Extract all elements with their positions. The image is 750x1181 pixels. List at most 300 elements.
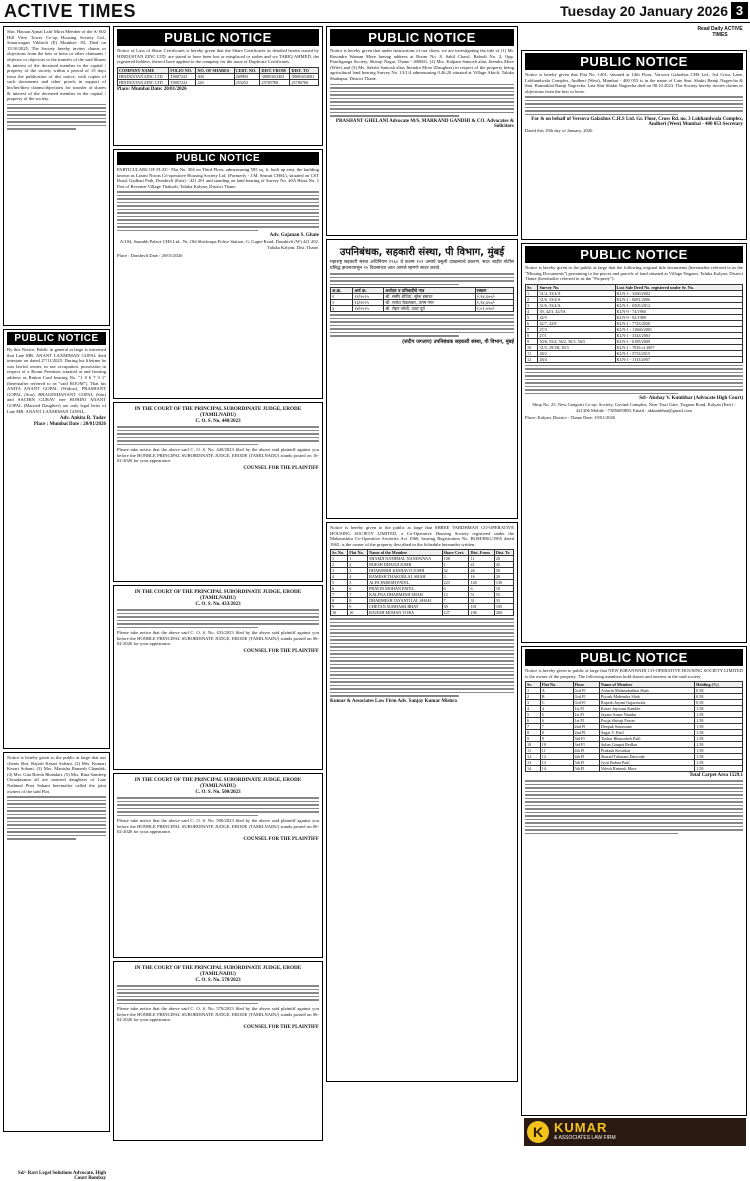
counsel-signature: COUNSEL FOR THE PLAINTIFF — [243, 836, 319, 842]
table-cell: 1.58 — [695, 730, 743, 736]
notice-heading: PUBLIC NOTICE — [525, 246, 743, 263]
table-cell: 5 — [348, 580, 368, 586]
table-cell: 9 — [526, 338, 538, 344]
table-cell: 0.58 — [695, 688, 743, 694]
table-cell: 10 — [494, 586, 513, 592]
table-cell: 4 — [540, 706, 573, 712]
counsel-signature: COUNSEL FOR THE PLAINTIFF — [243, 1024, 319, 1030]
table-cell: 46 — [469, 568, 494, 574]
table-cell: 4th Fl — [573, 748, 599, 754]
table-header: अर्ज क्र. — [353, 288, 384, 294]
table-cell: 8 — [348, 598, 368, 604]
table-cell: 4 — [331, 574, 348, 580]
notice-heading: PUBLIC NOTICE — [117, 152, 319, 165]
table-cell: 7 — [348, 592, 368, 598]
table-cell: Sagar V. Patil — [599, 730, 694, 736]
table-cell: 5th Fl — [573, 760, 599, 766]
table-cell: २,०९,५२०/- — [475, 306, 513, 312]
table-cell: Prakash Kesarkar — [599, 748, 694, 754]
table-cell: 12 — [526, 356, 538, 362]
table-cell: 6 — [526, 320, 538, 326]
title-investigation-notice — [326, 26, 518, 236]
table-cell: 1.58 — [695, 748, 743, 754]
table-header: Lost Sale Deed No. registered under Sr. No. — [615, 284, 742, 290]
table-cell: KLN-1 - 5733/2015 — [615, 350, 742, 356]
table-cell: Ashwin Mahendrabhai Shah — [599, 688, 694, 694]
table-cell: 27/3 — [538, 326, 615, 332]
notice-body: Notice is hereby given to public at large that NEW KIRANWADI CO-OPERATIVE HOUSING SOCIETY LIMITED is the owner of the property. The following members hold shares and interest in the said society. — [525, 668, 743, 679]
marathi-table — [330, 287, 514, 312]
table-cell: 105 — [494, 604, 513, 610]
table-cell: 9 — [348, 604, 368, 610]
column-3 — [326, 26, 518, 1144]
table-cell: 5th Fl — [573, 766, 599, 772]
table-header: Holding (%) — [695, 682, 743, 688]
table-cell: 10 — [348, 610, 368, 616]
table-cell: ३ — [331, 306, 353, 312]
table-cell: 2 — [348, 562, 368, 568]
notice-body: By this Notice, Public in general at large is informed that Late MR. ANANT LAXMIMAN GOPAL died intestate on dated 27/11/2025. During his lifetime he was lawful owner, in use occupation, possession in respect of a Room Premises situated at and bearing address as Ration Card bearing No. "1 0 6 7 3 1" (hereinafter referred to as "said ROOM"). That his ANITA ANANT GOPAL (Widow), PRASHANT GOPAL (Son), BHAGESHANANT GOPAL (Son) and SACHIN GURAV nee ROHINI ANANT GOPAL (Married Daughter) are only legal heirs of Late MR. ANANT LAXMIMAN GOPAL. — [7, 347, 106, 414]
table-header: Flat No. — [348, 550, 368, 556]
table-cell: 10 — [526, 344, 538, 350]
table-cell: 31 — [469, 598, 494, 604]
table-cell: 50/6, 55/4, 56/2, 56/3, 56/5 — [538, 338, 615, 344]
notice-body: Please take notice that the above said C. O. S. No. 433/2023 filed by the above said plaintiff against you before the HONBLE PRINCIPAL SUBORDINATE JUDGE, ERODE (TAMILNADU) stands posted on 06-02-2026 for your appearance. — [117, 630, 319, 647]
suit-number: C. O. S. No. 570/2023 — [195, 978, 241, 983]
table-cell: 8 — [540, 730, 573, 736]
table-row — [331, 294, 514, 300]
table-cell: RAMESH THAKORLAL SHAH — [368, 574, 442, 580]
table-cell: 4 — [526, 308, 538, 314]
table-cell: 2 — [526, 694, 541, 700]
table-cell: T0007223 — [169, 73, 196, 79]
advocate-signature: PRASHANT GHELANI Advocate M/S. MARKAND GANDHI & CO. Advocates & Solicitors — [335, 118, 514, 129]
table-cell: 20 — [494, 574, 513, 580]
table-cell: KLN-1 - 6505/2012 — [615, 302, 742, 308]
table-cell: 27/1 — [538, 332, 615, 338]
table-cell: 12 — [540, 754, 573, 760]
notice-place-date: Place: Mumbai Date: 20/01/2026 — [117, 86, 187, 92]
table-cell: 2nd Fl — [573, 724, 599, 730]
table-cell: १२/२०२५ — [353, 294, 384, 300]
table-header: DIST. TO — [290, 67, 319, 73]
notice-place-date: Place : Dombivli Date : 20/01/2026 — [117, 252, 183, 258]
members-table — [330, 549, 514, 616]
table-header: FOLIO NO. — [169, 67, 196, 73]
table-header: Survey No. — [538, 284, 615, 290]
table-cell: 108 — [442, 556, 469, 562]
court-heading: IN THE COURT OF THE PRINCIPAL SUBORDINATE JUDGE, ERODE (TAMILNADU) — [134, 777, 302, 789]
table-cell: 8 — [331, 598, 348, 604]
table-cell: BIJESH DHANJI JOSHI — [368, 562, 442, 568]
table-cell: Pooja Shivaji Pawar — [599, 718, 694, 724]
table-cell: 31/5, 29/1B, 29/3 — [538, 344, 615, 350]
table-cell: 9 — [331, 604, 348, 610]
table-cell: C — [540, 700, 573, 706]
table-header: Name of the Member — [368, 550, 442, 556]
advocate-signature: Sd/- Ravi Legal Solutions Advocate, High Court Bombay — [17, 1171, 106, 1181]
table-cell: 11 — [526, 350, 538, 356]
page-number: 3 — [731, 2, 748, 19]
table-cell: 1.58 — [695, 742, 743, 748]
table-cell: KLN-1 - 11660/2001 — [615, 326, 742, 332]
table-cell: 14 — [540, 766, 573, 772]
table-cell: Grd Fl — [573, 700, 599, 706]
marathi-body: महाराष्ट्र सहकारी संस्था अधिनियम १९६० चे कलम १०१ अन्वये वसुली दाखल्याचे प्रकरण. सदर जाहीर नोटीस प्रसिद्ध झाल्यापासून १५ दिवसांच्या आत आपले म्हणणे सादर करावे. — [330, 260, 514, 271]
table-cell: 51 — [469, 592, 494, 598]
court-notice-1 — [113, 402, 323, 582]
table-cell: 3rd Fl — [573, 736, 599, 742]
table-cell: Jyoti Baban Patil — [599, 760, 694, 766]
table-cell: 1.58 — [695, 766, 743, 772]
table-cell: 1.58 — [695, 718, 743, 724]
table-cell: 253253 — [234, 79, 260, 85]
court-heading: IN THE COURT OF THE PRINCIPAL SUBORDINATE JUDGE, ERODE (TAMILNADU) — [134, 406, 302, 418]
table-cell: 25785768 — [260, 79, 290, 85]
table-cell: 7 — [526, 326, 538, 332]
table-cell: 4th Fl — [573, 754, 599, 760]
table-cell: Kesav Jaywant Kamble — [599, 706, 694, 712]
court-heading: IN THE COURT OF THE PRINCIPAL SUBORDINATE JUDGE, ERODE (TAMILNADU) — [134, 965, 302, 977]
notice-body: Notice is hereby given to the public at large that the following original title documents (hereinafter referred to as the "Missing Documents") pertaining to the pieces and parcels of land situated at Village Nagaon, Taluka Kalyan, District Thane (hereinafter referred to as the "Property"). — [525, 265, 743, 282]
table-cell: 38881654081 — [290, 73, 319, 79]
notice-place-date: Place: Kalyan, District - Thane Date: 19/01/2026 — [525, 415, 616, 421]
table-cell: 10 — [331, 610, 348, 616]
table-cell: 400 — [196, 73, 234, 79]
table-header: Share Cert. — [442, 550, 469, 556]
table-cell: 196 — [469, 610, 494, 616]
table-cell: 1 — [331, 556, 348, 562]
table-row — [526, 356, 743, 362]
table-cell: 6 — [442, 586, 469, 592]
table-cell: 50 — [494, 568, 513, 574]
table-header: Sr. — [526, 284, 538, 290]
table-cell: KLN-1 - 7816 of 2007 — [615, 344, 742, 350]
table-cell: 3 — [526, 302, 538, 308]
table-cell: 28/4 — [538, 356, 615, 362]
missing-documents-notice — [521, 243, 747, 643]
table-cell: KLN-9 - 92/1989 — [615, 314, 742, 320]
table-cell: Nilesh Ramesh More — [599, 766, 694, 772]
table-cell: 5 — [526, 314, 538, 320]
read-daily-badge: Read Daily ACTIVE TIMES — [697, 26, 743, 38]
table-cell: 6 — [540, 718, 573, 724]
table-header: Floor — [573, 682, 599, 688]
table-cell: DHARMESH JAYANTILAL SHAH — [368, 598, 442, 604]
members-holding-table — [525, 681, 743, 772]
suit-number: C. O. S. No. 433/2023 — [195, 602, 241, 607]
total-area: Total Carpet Area 1529.1 — [689, 773, 743, 779]
notice-body: Please take notice that the above said C. O. S. No. 570/2023 filed by the above said plaintiff against you before the HONBLE PRINCIPAL SUBORDINATE JUDGE, ERODE (TAMILNADU) stands posted on 06-02-2026 for your appearance. — [117, 1006, 319, 1023]
advocate-signature: Sd/- Akshay V. Kumbhar (Advocate High Court) — [639, 396, 743, 402]
table-cell: 42/7, 42/8 — [538, 320, 615, 326]
notice-body: Notice of Loss of Share Certificates is hereby given that the Share Certificates as detailed herein issued by HINDUSTAN ZINC LTD. are stated to have been lost or misplaced or stolen and we TARIQ AHMED, the registered holders, thereof have applied to the company for the issue of Duplicate Certificates. — [117, 48, 319, 65]
table-cell: 35 — [494, 598, 513, 604]
notice-body: Shri. Hassan Ajmal Latif Mirzi Member of the A/ 602 Hill View Tower Co-op Housing Society Ltd., Sonarwagan Vikhroli (E) Mumbai- 83, Died on 15/10/2025. The Society hereby invites claims or objections from the heir or heirs or other claimants / objector or objectors to the transfer of the said Shares & interest of the deceased member in the capital / property of the society within a period of 15 days from the publication of this notice, with copies of such documents and other proofs in support of his/her/their claims/objections for transfer of shares & interest of the deceased member in the capital / property of the society. — [7, 29, 107, 102]
table-cell: १४/२०२५ — [353, 306, 384, 312]
table-cell: 13 — [442, 592, 469, 598]
brand-name: KUMAR — [554, 1120, 608, 1135]
table-cell: 1st Fl — [573, 706, 599, 712]
table-header: Sr. No. — [331, 550, 348, 556]
notice-body: Notice is hereby given to the public at large that SHREE VARDHMAN CO-OPERATIVE HOUSING SOCIETY LIMITED, a Co-Operative Housing Society registered under the Maharashtra Co-Operative Societies Act 1960, bearing Registration No. BOM/HSG/1965 dated 1965, is the owner of the property described in the Schedule hereunder written. — [330, 525, 514, 547]
table-header: DIST. FROM — [260, 67, 290, 73]
notice-heading: PUBLIC NOTICE — [117, 29, 319, 46]
table-cell: 3 — [331, 568, 348, 574]
table-cell: T0007223 — [169, 79, 196, 85]
table-cell: श्री. राजेश चेऊलकर, उत्तम नगर — [384, 300, 475, 306]
table-cell: 7 — [331, 592, 348, 598]
table-cell: Tushar Bhausaheb Patil — [599, 736, 694, 742]
table-row — [118, 79, 319, 85]
table-header: रक्कम — [475, 288, 513, 294]
table-cell: 2nd Fl — [573, 730, 599, 736]
notice-heading: PUBLIC NOTICE — [525, 649, 743, 666]
table-cell: Grd Fl — [573, 688, 599, 694]
table-cell: 1.58 — [695, 760, 743, 766]
table-header: Sr. — [526, 682, 541, 688]
table-cell: 1.58 — [695, 736, 743, 742]
table-cell: 16 — [469, 574, 494, 580]
table-cell: 38881653481 — [260, 73, 290, 79]
table-cell: 4 — [526, 706, 541, 712]
table-cell: KLN-1 - 3260/2002 — [615, 290, 742, 296]
table-cell: 8 — [526, 332, 538, 338]
advocate-address: A/104, Saurabh Palace CHS Ltd., Nr. Old Shivkrupa Police Station, G. Gupte Road, Dombivli (W) 421 202. Taluka Kalyan, Dist. Thane. — [119, 239, 319, 250]
table-cell: KLN-1 - 3343/2003 — [615, 332, 742, 338]
society-members-notice-2 — [521, 646, 747, 1116]
table-cell: 127 — [442, 610, 469, 616]
society-notice — [3, 26, 110, 326]
table-cell: 32 — [442, 568, 469, 574]
missing-documents-table — [525, 284, 743, 363]
table-cell: RAJESH MOHAN VORA — [368, 610, 442, 616]
counsel-signature: COUNSEL FOR THE PLAINTIFF — [243, 648, 319, 654]
table-cell: 130 — [494, 580, 513, 586]
table-cell: १,१४,३५०/- — [475, 300, 513, 306]
legal-heir-notice — [3, 329, 110, 749]
table-cell: १३/२०२५ — [353, 300, 384, 306]
table-cell: Rupesh Jayant Gajarawala — [599, 700, 694, 706]
table-cell: 39 — [442, 604, 469, 610]
table-cell: 7 — [540, 724, 573, 730]
table-cell: 12 — [526, 754, 541, 760]
table-cell: SHAMJI NATHMAL NANDWANA — [368, 556, 442, 562]
table-cell: 7 — [526, 724, 541, 730]
suit-number: C. O. S. No. 440/2023 — [195, 419, 241, 424]
table-header: अर्जदार व प्रतिवादीचे नाव — [384, 288, 475, 294]
court-notice-3 — [113, 773, 323, 958]
table-cell: 8 — [526, 730, 541, 736]
table-cell: 41 — [469, 562, 494, 568]
table-cell: 1 — [526, 688, 541, 694]
table-cell: DHARMSHI KESHAVJI JOSHI — [368, 568, 442, 574]
flat-title-notice — [113, 149, 323, 399]
table-cell: श्री. समीर शेठिया, सुरेश इमारत — [384, 294, 475, 300]
table-cell: Jayant Anant Nandar — [599, 712, 694, 718]
flat-transfer-notice — [521, 50, 747, 240]
table-cell: 10 — [526, 742, 541, 748]
table-cell: 2 — [331, 562, 348, 568]
kumar-logo-icon: K — [527, 1121, 549, 1143]
column-4 — [521, 50, 747, 1116]
table-cell: 42/5 — [538, 314, 615, 320]
table-cell: Suhas Ganpat Redkar — [599, 742, 694, 748]
table-cell: 240 — [196, 79, 234, 85]
table-cell: ALPA PARESH PATEL — [368, 580, 442, 586]
table-header: Flat No. — [540, 682, 573, 688]
table-cell: 11 — [469, 556, 494, 562]
table-cell: 5 — [331, 580, 348, 586]
law-firm-signature: Kumar & Associates Law Firm Adv. Sanjay Kumar Mishra — [330, 698, 457, 704]
table-cell: 3rd Fl — [573, 742, 599, 748]
table-cell: 0.58 — [695, 700, 743, 706]
masthead — [0, 0, 750, 23]
table-cell: २,२४,६००/- — [475, 294, 513, 300]
table-cell: 6 — [469, 586, 494, 592]
table-cell: 1.58 — [695, 754, 743, 760]
table-header: NO. OF SHARES — [196, 67, 234, 73]
table-cell: 2 — [526, 296, 538, 302]
table-cell: 11 — [526, 748, 541, 754]
advocate-signature: Adv. Gajanan S. Ghate — [269, 233, 319, 239]
table-cell: KLN-1 - 1133/2007 — [615, 356, 742, 362]
table-cell: 6 — [526, 718, 541, 724]
table-cell: A — [540, 688, 573, 694]
kumar-associates-banner — [524, 1118, 746, 1146]
table-cell: B — [540, 694, 573, 700]
table-cell: 5 — [540, 712, 573, 718]
table-cell: 1st Fl — [573, 718, 599, 724]
table-cell: 7 — [442, 598, 469, 604]
table-cell: 13 — [526, 760, 541, 766]
table-cell: Deepak Sonawane — [599, 724, 694, 730]
table-cell: Sharad Tukaram Darwade — [599, 754, 694, 760]
table-cell: 9 — [526, 736, 541, 742]
table-cell: HINDUSTAN ZINC LTD — [118, 73, 169, 79]
court-notice-4 — [113, 961, 323, 1141]
table-cell: 31/6, 33/4/A — [538, 302, 615, 308]
table-row — [331, 300, 514, 306]
table-header: अ.क्र. — [331, 288, 353, 294]
table-cell: 55 — [494, 592, 513, 598]
column-1 — [3, 26, 110, 1181]
notice-heading: PUBLIC NOTICE — [330, 29, 514, 46]
table-cell: HINDUSTAN ZINC LTD — [118, 79, 169, 85]
table-cell: 1 — [442, 562, 469, 568]
table-header: CERT. NO. — [234, 67, 260, 73]
notice-date: Dated this 19th day of January, 2026 — [525, 128, 593, 134]
table-cell: 4 — [348, 574, 368, 580]
table-cell: 14 — [526, 766, 541, 772]
table-cell: 1.58 — [695, 706, 743, 712]
masthead-date: Tuesday 20 January 2026 — [560, 3, 728, 19]
notice-body: Please take notice that the above said C. O. S. No. 500/2023 filed by the above said plaintiff against you before the HONBLE PRINCIPAL SUBORDINATE JUDGE, ERODE (TAMILNADU) stands posted on 06-02-2026 for your appearance. — [117, 818, 319, 835]
table-cell: KLN-1 - 7723/2020 — [615, 320, 742, 326]
court-heading: IN THE COURT OF THE PRINCIPAL SUBORDINATE JUDGE, ERODE (TAMILNADU) — [134, 589, 302, 601]
table-cell: 20 — [494, 556, 513, 562]
table-cell: 1 — [526, 290, 538, 296]
table-header: Dist. To — [494, 550, 513, 556]
table-cell: 269993 — [234, 73, 260, 79]
counsel-signature: COUNSEL FOR THE PLAINTIFF — [243, 465, 319, 471]
table-header: Dist. From — [469, 550, 494, 556]
table-cell: 6 — [348, 586, 368, 592]
table-cell: KLN-1 - 6081/2006 — [615, 296, 742, 302]
table-row — [331, 306, 514, 312]
flat-owners-notice — [3, 752, 110, 1181]
table-cell: २ — [331, 300, 353, 306]
table-cell: 6 — [331, 586, 348, 592]
table-header: Name of Member — [599, 682, 694, 688]
masthead-title: ACTIVE TIMES — [4, 1, 137, 21]
table-cell: 31/6, 33/4/A — [538, 296, 615, 302]
notice-body: Notice is hereby given that Flat No. 1401, situated at 14th Floor, Varsova Galaxhus CHS Ltd., 3rd Cross Lane, Lokhandwala Complex, Andheri (West), Mumbai - 400 053 is in the name of Late Smt. Shakti Ramji Nagrecha & Smt. Ramniklal Ramji Nagrecha. Late Shri Shakti Nagrecha died on 08.10.2023. The Society hereby invites claims or objections from the heir or heirs. — [525, 72, 743, 94]
table-cell: 1 — [348, 556, 368, 562]
table-cell: 3 — [348, 568, 368, 574]
table-cell: KLN-9 - 74/1960 — [615, 308, 742, 314]
table-cell: 31/4, 33/4/A — [538, 290, 615, 296]
column-2 — [113, 26, 323, 1144]
society-members-notice — [326, 522, 518, 1082]
registrar-signature: (संदीप जगताप) उपनिबंधक सहकारी संस्था, पी विभाग, मुंबई — [401, 338, 514, 345]
table-cell: 10 — [540, 742, 573, 748]
court-notice-2 — [113, 585, 323, 770]
table-cell: 5 — [526, 712, 541, 718]
table-cell: 0.58 — [695, 694, 743, 700]
brand-tagline: & ASSOCIATES LAW FIRM — [554, 1135, 616, 1141]
table-row — [331, 610, 514, 616]
share-table — [117, 67, 319, 86]
suit-number: C. O. S. No. 500/2023 — [195, 790, 241, 795]
table-cell: 9 — [540, 736, 573, 742]
table-cell: १ — [331, 294, 353, 300]
table-cell: 1st Fl — [573, 712, 599, 718]
table-cell: श्री. रोहन जोशी, दादर पूर्व — [384, 306, 475, 312]
table-cell: 3 — [526, 700, 541, 706]
table-header: COMPANY NAME — [118, 67, 169, 73]
marathi-notice — [326, 239, 518, 519]
table-cell: 200 — [494, 610, 513, 616]
table-cell: 126 — [469, 580, 494, 586]
notice-date: Place : Mumbai Date : 20/01/2026 — [33, 422, 106, 428]
table-cell: 39, 42/3, 42/5A — [538, 308, 615, 314]
notice-body: PARTICULARS OF FLAT:- Flat No. 304 on Third Floor, admeasuring 585 sq. ft. built up area, the building known as Laxmi Niwas Co-operative Housing Society Ltd. (Formerly - J.M. Smruti CHSL), situated on CST Road, Gadkari Path, Dombivli (East) - 421 201 and standing on land bearing of Survey No. 40A Hissa No. 1 Part of Revenue Village Thakurli, Taluka Kalyan, District Thane. — [117, 167, 319, 189]
table-cell: 45 — [494, 562, 513, 568]
table-cell: Grd Fl — [573, 694, 599, 700]
table-cell: 1.58 — [695, 724, 743, 730]
table-cell: 25786760 — [290, 79, 319, 85]
advocate-address: Shop No. 25, New Gangotri Co-op. Society, Govind Complex, Near Tisai Gate, Tisgaon Road, Kalyan (East) - 421306 Mobile : 7385685800, Email : akkumbhar@gmail.com — [532, 402, 736, 413]
table-cell: Piyush Mahendra Shah — [599, 694, 694, 700]
table-cell: PRAVIN MOHAN PATEL — [368, 586, 442, 592]
table-cell: 13 — [540, 760, 573, 766]
table-cell: KALPNA DHARMESH SHAH — [368, 592, 442, 598]
table-cell: 3 — [442, 574, 469, 580]
notice-body: Notice is hereby given that under instructions of our client, we are investigating the title of (1) Mr. Ravindra Waman More having address at Room No. 8, Sahil Chawl, Rabodi No. 2, Opp. Panchganga Society, Shivaji Nagar, Thane - 400601, (2) Mrs. Kalpani Santosh alias Jitendra More (Wife) and (3) Ms. Sakshi Santosh alias Jitendra More (Daughter) in respect of the property being agricultural land bearing Survey No. 13/1/4 admeasuring 0.46.20 situated at Village Aktoli, Taluka Shahapur, District Thane. — [330, 48, 514, 81]
notice-heading: PUBLIC NOTICE — [7, 332, 106, 345]
notice-body: Please take notice that the above said C. O. S. No. 440/2023 filed by the above said plaintiff against you before the HONBLE PRINCIPAL SUBORDINATE JUDGE, ERODE (TAMILNADU) stands posted on 16-02-2026 for your appearance. — [117, 447, 319, 464]
table-cell: 1.58 — [695, 712, 743, 718]
table-cell: 223 — [442, 580, 469, 586]
notice-heading: PUBLIC NOTICE — [525, 53, 743, 70]
advocate-signature: Adv. Ankita R. Yadav — [59, 416, 106, 422]
table-row — [526, 766, 743, 772]
table-cell: KLN-1 - 6185/2009 — [615, 338, 742, 344]
table-cell: CHETAN SUBHASH BHAT — [368, 604, 442, 610]
table-cell: 28/2 — [538, 350, 615, 356]
society-signature: For & on behalf of Versova Galaxhus C.H.S Ltd. Gr. Floor, Cross Rd. no. 3 Lokhandwala Complex, Andheri (West) Mumbai - 400 053 Secretary — [531, 117, 743, 128]
